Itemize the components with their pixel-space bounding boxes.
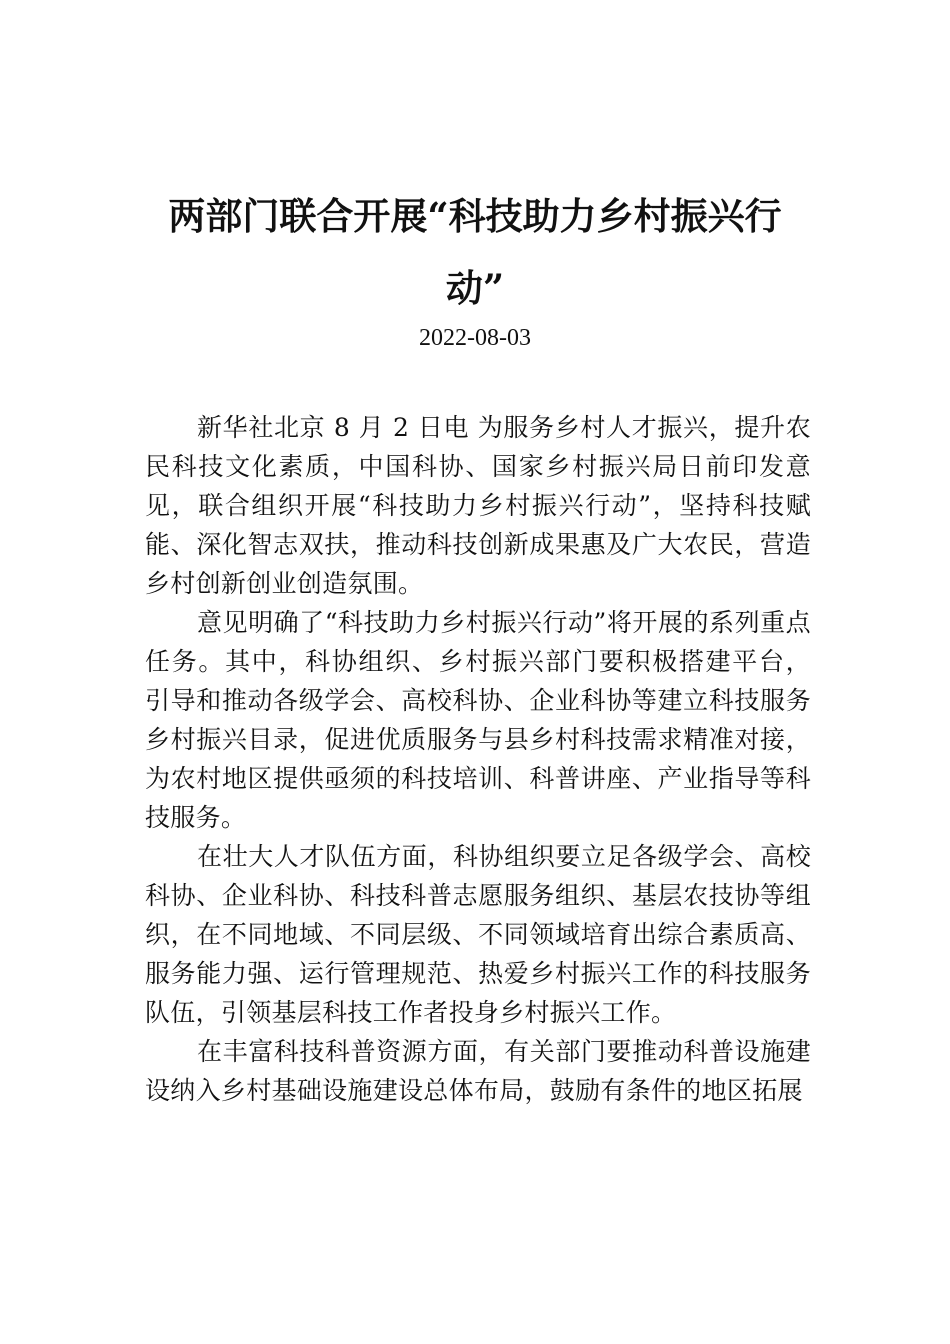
article-date: 2022-08-03 (419, 325, 531, 351)
paragraph-2: 意见明确了“科技助力乡村振兴行动”将开展的系列重点任务。其中，科协组织、乡村振兴部门要积极搭建平台， 引导和推动各级学会、高校科协、企业科协等建立科技服务乡村振兴目录，促进优质服务与县乡村科技需求精准对接， 为农村地区提供亟须的科技培训、科普讲座、产业指导等科技服务。 (145, 608, 811, 832)
article-body (145, 408, 811, 1110)
article-title: 两部门联合开展“科技助力乡村振兴行动” (168, 194, 782, 310)
paragraph-4: 在丰富科技科普资源方面，有关部门要推动科普设施建设纳入乡村基础设施建设总体布局，鼓励有条件的地区拓展 (145, 1037, 811, 1105)
paragraph-1: 新华社北京 8 月 2 日电 为服务乡村人才振兴，提升农民科技文化素质，中国科协、国家乡村振兴局日前印发意见，联合组织开展“科技助力乡村振兴行动”，坚持科技赋能、深化智志双扶，推动科技创新成果惠及广大农民，营造乡村创新创业创造氛围。 (145, 413, 811, 598)
paragraph-3: 在壮大人才队伍方面，科协组织要立足各级学会、高校科协、企业科协、科技科普志愿服务组织、基层农技协等组织，在不同地域、不同层级、不同领域培育出综合素质高、 服务能力强、运行管理规范、热爱乡村振兴工作的科技服务队伍，引领基层科技工作者投身乡村振兴工作。 (145, 842, 811, 1027)
